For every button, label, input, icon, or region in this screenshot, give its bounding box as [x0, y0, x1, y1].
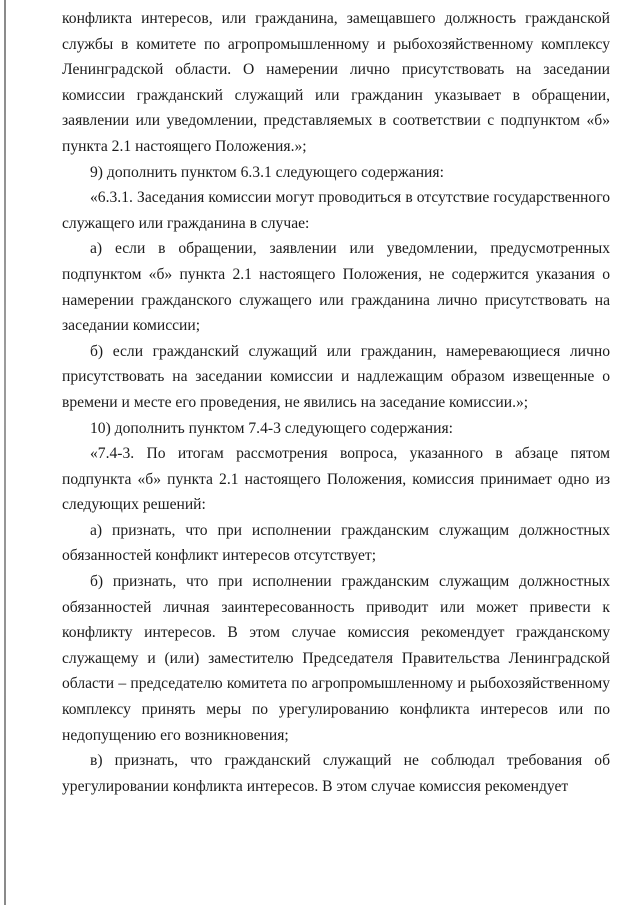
- paragraph-clause-6-3-1: «6.3.1. Заседания комиссии могут проводиться в отсутствие государственного служащего или гражданина в случае:: [62, 189, 610, 232]
- paragraph-subclause-a: а) если в обращении, заявлении или уведомлении, предусмотренных подпунктом «б» пункта 2.1 настоящего Положения, не содержится указания о намерении гражданского служащего или гражданина лично присутствовать на заседании комиссии;: [62, 240, 610, 335]
- scan-edge-line: [4, 0, 6, 905]
- paragraph-continuation: конфликта интересов, или гражданина, замещавшего должность гражданской службы в комитете по агропромышленному и рыбохозяйственному комплексу Ленинградской области. О намерении лично присутствовать на заседании комиссии гражданский служащий или гражданин указывает в обращении, заявлении или уведомлении, представляемых в соответствии с подпунктом «б» пункта 2.1 настоящего Положения.»;: [62, 10, 610, 155]
- document-body: [62, 6, 610, 799]
- paragraph-decision-c: в) признать, что гражданский служащий не соблюдал требования об урегулировании конфликта интересов. В этом случае комиссия рекомендует: [62, 752, 610, 795]
- paragraph-clause-7-4-3: «7.4-3. По итогам рассмотрения вопроса, указанного в абзаце пятом подпункта «б» пункта 2.1 настоящего Положения, комиссия принимает одно из следующих решений:: [62, 445, 610, 514]
- paragraph-subclause-b: б) если гражданский служащий или гражданин, намеревающиеся лично присутствовать на заседании комиссии и надлежащим образом извещенные о времени и месте его проведения, не явились на заседание комиссии.»;: [62, 342, 610, 411]
- paragraph-item-10: 10) дополнить пунктом 7.4-3 следующего содержания:: [90, 419, 454, 437]
- paragraph-decision-a: а) признать, что при исполнении гражданским служащим должностных обязанностей конфликт интересов отсутствует;: [62, 521, 610, 565]
- paragraph-decision-b: б) признать, что при исполнении гражданским служащим должностных обязанностей личная заинтересованность приводит или может привести к конфликту интересов. В этом случае комиссия рекомендует гражданскому служащему и (или) заместителю Председателя Правительства Ленинградской области – председателю комитета по агропромышленному и рыбохозяйственному комплексу принять меры по урегулированию конфликта интересов или по недопущению его возникновения;: [62, 573, 610, 744]
- paragraph-item-9: 9) дополнить пунктом 6.3.1 следующего содержания:: [90, 163, 444, 181]
